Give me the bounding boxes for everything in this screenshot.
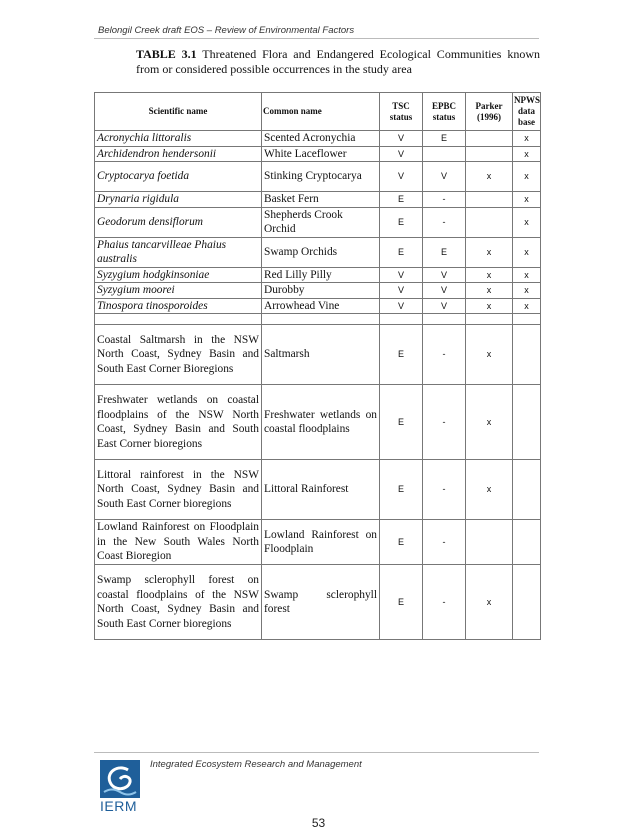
running-header: Belongil Creek draft EOS – Review of Environmental Factors bbox=[98, 25, 355, 36]
parker-cell: x bbox=[466, 298, 513, 314]
common-name-cell: Arrowhead Vine bbox=[262, 298, 380, 314]
epbc-status-cell: - bbox=[423, 325, 466, 385]
header-divider bbox=[94, 38, 539, 39]
common-name-cell: Durobby bbox=[262, 283, 380, 299]
table-caption bbox=[136, 47, 540, 77]
epbc-status-cell: - bbox=[423, 192, 466, 208]
scientific-name-cell: Syzygium moorei bbox=[95, 283, 262, 299]
tsc-status-cell: E bbox=[380, 565, 423, 640]
epbc-status-cell: - bbox=[423, 207, 466, 237]
parker-cell bbox=[466, 192, 513, 208]
flora-row bbox=[95, 283, 541, 299]
section-gap bbox=[95, 314, 541, 325]
npws-cell bbox=[513, 385, 541, 460]
page-number: 53 bbox=[311, 816, 326, 830]
flora-row bbox=[95, 237, 541, 267]
npws-cell bbox=[513, 325, 541, 385]
ierm-logo-icon bbox=[100, 760, 140, 798]
scientific-name-cell: Lowland Rainforest on Floodplain in the New South Wales North Coast Bioregion bbox=[95, 520, 262, 565]
table-header-row bbox=[95, 93, 541, 131]
communities-section bbox=[95, 325, 541, 640]
npws-cell: x bbox=[513, 283, 541, 299]
flora-row bbox=[95, 192, 541, 208]
tsc-status-cell: V bbox=[380, 162, 423, 192]
parker-cell bbox=[466, 146, 513, 162]
epbc-status-cell: - bbox=[423, 520, 466, 565]
epbc-status-cell bbox=[423, 146, 466, 162]
caption-label: TABLE 3.1 bbox=[136, 47, 197, 61]
header-tsc-status: TSC status bbox=[380, 93, 423, 131]
epbc-status-cell: E bbox=[423, 237, 466, 267]
tsc-status-cell: E bbox=[380, 325, 423, 385]
epbc-status-cell: V bbox=[423, 267, 466, 283]
tsc-status-cell: V bbox=[380, 298, 423, 314]
tsc-status-cell: E bbox=[380, 237, 423, 267]
npws-cell: x bbox=[513, 267, 541, 283]
common-name-cell: White Laceflower bbox=[262, 146, 380, 162]
spacer-row bbox=[95, 314, 541, 325]
npws-cell: x bbox=[513, 237, 541, 267]
common-name-cell: Scented Acronychia bbox=[262, 131, 380, 147]
scientific-name-cell: Cryptocarya foetida bbox=[95, 162, 262, 192]
header-npws: NPWS data base bbox=[513, 93, 541, 131]
header-common-name: Common name bbox=[262, 93, 380, 131]
flora-row bbox=[95, 298, 541, 314]
parker-cell: x bbox=[466, 565, 513, 640]
tsc-status-cell: V bbox=[380, 146, 423, 162]
flora-section bbox=[95, 131, 541, 314]
scientific-name-cell: Tinospora tinosporoides bbox=[95, 298, 262, 314]
community-row bbox=[95, 520, 541, 565]
common-name-cell: Swamp sclerophyll forest bbox=[262, 565, 380, 640]
scientific-name-cell: Freshwater wetlands on coastal floodplains of the NSW North Coast, Sydney Basin and South East Corner bioregions bbox=[95, 385, 262, 460]
parker-cell bbox=[466, 207, 513, 237]
header-scientific-name: Scientific name bbox=[95, 93, 262, 131]
common-name-cell: Freshwater wetlands on coastal floodplains bbox=[262, 385, 380, 460]
npws-cell: x bbox=[513, 146, 541, 162]
parker-cell: x bbox=[466, 385, 513, 460]
scientific-name-cell: Geodorum densiflorum bbox=[95, 207, 262, 237]
scientific-name-cell: Drynaria rigidula bbox=[95, 192, 262, 208]
header-parker: Parker (1996) bbox=[466, 93, 513, 131]
scientific-name-cell: Littoral rainforest in the NSW North Coast, Sydney Basin and South East Corner bioregions bbox=[95, 460, 262, 520]
common-name-cell: Saltmarsh bbox=[262, 325, 380, 385]
npws-cell bbox=[513, 460, 541, 520]
flora-row bbox=[95, 267, 541, 283]
community-row bbox=[95, 460, 541, 520]
npws-cell: x bbox=[513, 207, 541, 237]
tsc-status-cell: E bbox=[380, 207, 423, 237]
scientific-name-cell: Phaius tancarvilleae Phaius australis bbox=[95, 237, 262, 267]
community-row bbox=[95, 385, 541, 460]
parker-cell: x bbox=[466, 283, 513, 299]
flora-row bbox=[95, 146, 541, 162]
common-name-cell: Lowland Rainforest on Floodplain bbox=[262, 520, 380, 565]
npws-cell: x bbox=[513, 298, 541, 314]
scientific-name-cell: Archidendron hendersonii bbox=[95, 146, 262, 162]
epbc-status-cell: V bbox=[423, 162, 466, 192]
epbc-status-cell: V bbox=[423, 283, 466, 299]
tsc-status-cell: E bbox=[380, 460, 423, 520]
epbc-status-cell: - bbox=[423, 460, 466, 520]
scientific-name-cell: Swamp sclerophyll forest on coastal floodplains of the NSW North Coast, Sydney Basin and South East Corner bioregions bbox=[95, 565, 262, 640]
parker-cell: x bbox=[466, 325, 513, 385]
parker-cell: x bbox=[466, 237, 513, 267]
flora-row bbox=[95, 131, 541, 147]
tsc-status-cell: V bbox=[380, 267, 423, 283]
parker-cell bbox=[466, 520, 513, 565]
tsc-status-cell: V bbox=[380, 283, 423, 299]
common-name-cell: Basket Fern bbox=[262, 192, 380, 208]
tsc-status-cell: V bbox=[380, 131, 423, 147]
tsc-status-cell: E bbox=[380, 385, 423, 460]
ierm-logo-text: IERM bbox=[100, 798, 137, 814]
community-row bbox=[95, 325, 541, 385]
epbc-status-cell: V bbox=[423, 298, 466, 314]
common-name-cell: Littoral Rainforest bbox=[262, 460, 380, 520]
epbc-status-cell: E bbox=[423, 131, 466, 147]
community-row bbox=[95, 565, 541, 640]
header-epbc-status: EPBC status bbox=[423, 93, 466, 131]
tsc-status-cell: E bbox=[380, 520, 423, 565]
flora-row bbox=[95, 162, 541, 192]
scientific-name-cell: Coastal Saltmarsh in the NSW North Coast, Sydney Basin and South East Corner Bioregions bbox=[95, 325, 262, 385]
footer-organisation: Integrated Ecosystem Research and Management bbox=[150, 759, 362, 770]
caption-text: Threatened Flora and Endangered Ecological Communities known from or considered possible occurrences in the study area bbox=[136, 47, 540, 76]
parker-cell bbox=[466, 131, 513, 147]
parker-cell: x bbox=[466, 162, 513, 192]
common-name-cell: Stinking Cryptocarya bbox=[262, 162, 380, 192]
npws-cell bbox=[513, 520, 541, 565]
footer-divider bbox=[94, 752, 539, 753]
npws-cell: x bbox=[513, 131, 541, 147]
common-name-cell: Swamp Orchids bbox=[262, 237, 380, 267]
common-name-cell: Shepherds Crook Orchid bbox=[262, 207, 380, 237]
npws-cell: x bbox=[513, 192, 541, 208]
epbc-status-cell: - bbox=[423, 385, 466, 460]
scientific-name-cell: Syzygium hodgkinsoniae bbox=[95, 267, 262, 283]
parker-cell: x bbox=[466, 267, 513, 283]
flora-row bbox=[95, 207, 541, 237]
threatened-species-table bbox=[94, 92, 541, 640]
npws-cell: x bbox=[513, 162, 541, 192]
scientific-name-cell: Acronychia littoralis bbox=[95, 131, 262, 147]
parker-cell: x bbox=[466, 460, 513, 520]
epbc-status-cell: - bbox=[423, 565, 466, 640]
npws-cell bbox=[513, 565, 541, 640]
common-name-cell: Red Lilly Pilly bbox=[262, 267, 380, 283]
tsc-status-cell: E bbox=[380, 192, 423, 208]
